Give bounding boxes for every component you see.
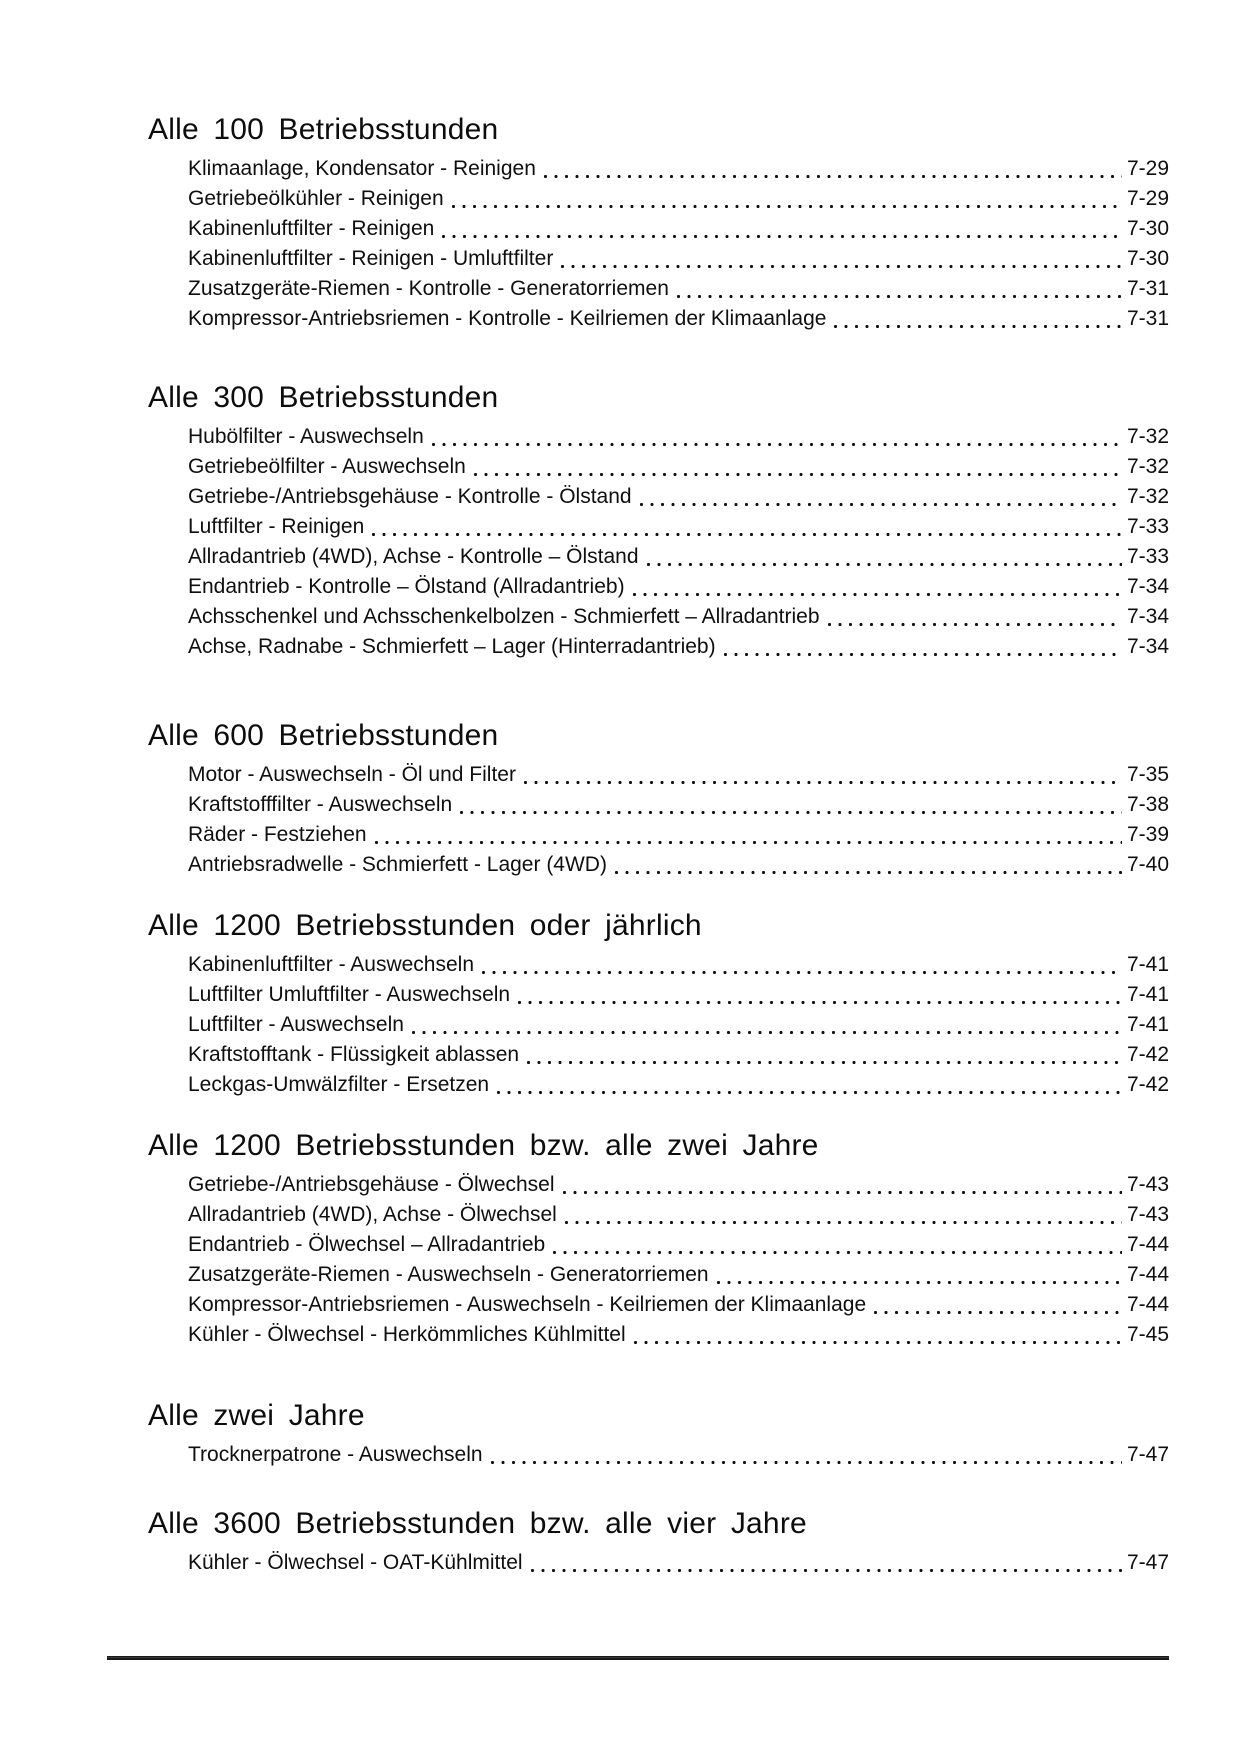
entry-page-number: 7-31 [1126,277,1169,300]
entry-page-number: 7-45 [1126,1323,1169,1346]
entry-label: Endantrieb - Kontrolle – Ölstand (Allradantrieb) [188,575,625,598]
entry-page-number: 7-30 [1126,247,1169,270]
entry-label: Antriebsradwelle - Schmierfett - Lager (4WD) [188,853,607,876]
dot-leader [645,542,1124,572]
entry-label: Motor - Auswechseln - Öl und Filter [188,763,516,786]
toc-entry-row [188,154,1169,184]
entry-page-number: 7-30 [1126,217,1169,240]
entry-page-number: 7-34 [1126,575,1169,598]
toc-entry-row [188,950,1169,980]
section-heading: Alle 3600 Betriebsstunden bzw. alle vier Jahre [148,1507,807,1540]
dot-leader [373,820,1124,850]
entry-label: Räder - Festziehen [188,823,367,846]
dot-leader [525,1040,1124,1070]
dot-leader [480,950,1124,980]
dot-leader [631,572,1124,602]
entry-label: Zusatzgeräte-Riemen - Kontrolle - Generatorriemen [188,277,669,300]
entry-page-number: 7-34 [1126,635,1169,658]
entry-label: Getriebeölkühler - Reinigen [188,187,444,210]
toc-entry-row [188,602,1169,632]
entry-page-number: 7-31 [1126,307,1169,330]
toc-entry-row [188,790,1169,820]
entry-page-number: 7-39 [1126,823,1169,846]
entry-page-number: 7-32 [1126,485,1169,508]
entry-label: Luftfilter - Reinigen [188,515,365,538]
entry-label: Kabinenluftfilter - Auswechseln [188,953,474,976]
dot-leader [872,1290,1124,1320]
dot-leader [529,1548,1124,1578]
entry-label: Kühler - Ölwechsel - OAT-Kühlmittel [188,1551,523,1574]
toc-entry-row [188,1010,1169,1040]
entry-page-number: 7-29 [1126,187,1169,210]
dot-leader [472,452,1124,482]
toc-entry-row [188,1200,1169,1230]
dot-leader [826,602,1124,632]
toc-entry-row [188,1290,1169,1320]
toc-page [148,112,1169,1578]
entry-label: Kompressor-Antriebsriemen - Auswechseln - Keilriemen der Klimaanlage [188,1293,867,1316]
toc-entry-row [188,452,1169,482]
entry-label: Kühler - Ölwechsel - Herkömmliches Kühlmittel [188,1323,626,1346]
toc-sections [148,112,1169,1578]
dot-leader [430,422,1124,452]
dot-leader [440,214,1124,244]
entry-label: Luftfilter - Auswechseln [188,1013,404,1036]
dot-leader [638,482,1124,512]
toc-entry-row [188,760,1169,790]
dot-leader [675,274,1124,304]
toc-entry-row [188,1040,1169,1070]
entry-page-number: 7-44 [1126,1293,1169,1316]
toc-entry-row [188,422,1169,452]
toc-entry-row [188,274,1169,304]
toc-entry-row [188,980,1169,1010]
entry-label: Kabinenluftfilter - Reinigen - Umluftfilter [188,247,554,270]
section-heading: Alle zwei Jahre [148,1399,365,1432]
toc-entry-row [188,632,1169,662]
toc-section [148,908,1169,1100]
dot-leader [559,244,1124,274]
toc-section [148,1506,1169,1578]
dot-leader [832,304,1124,334]
section-heading: Alle 600 Betriebsstunden [148,719,499,752]
dot-leader [489,1440,1124,1470]
entry-label: Getriebe-/Antriebsgehäuse - Ölwechsel [188,1173,555,1196]
section-heading: Alle 300 Betriebsstunden [148,381,499,414]
dot-leader [542,154,1124,184]
entry-label: Hubölfilter - Auswechseln [188,425,424,448]
entry-page-number: 7-42 [1126,1043,1169,1066]
dot-leader [561,1170,1124,1200]
section-heading: Alle 1200 Betriebsstunden oder jährlich [148,909,702,942]
toc-section [148,112,1169,334]
entry-label: Endantrieb - Ölwechsel – Allradantrieb [188,1233,546,1256]
toc-entry-row [188,1320,1169,1350]
entry-label: Leckgas-Umwälzfilter - Ersetzen [188,1073,490,1096]
dot-leader [722,632,1124,662]
dot-leader [516,980,1124,1010]
entry-label: Luftfilter Umluftfilter - Auswechseln [188,983,511,1006]
entry-page-number: 7-47 [1126,1443,1169,1466]
dot-leader [495,1070,1124,1100]
entry-label: Kompressor-Antriebsriemen - Kontrolle - Keilriemen der Klimaanlage [188,307,827,330]
toc-entry-row [188,1230,1169,1260]
entry-page-number: 7-41 [1126,1013,1169,1036]
entry-page-number: 7-33 [1126,515,1169,538]
entry-label: Achse, Radnabe - Schmierfett – Lager (Hinterradantrieb) [188,635,716,658]
toc-entry-row [188,512,1169,542]
entry-page-number: 7-44 [1126,1233,1169,1256]
entry-page-number: 7-47 [1126,1551,1169,1574]
toc-entry-row [188,304,1169,334]
dot-leader [632,1320,1124,1350]
entry-label: Zusatzgeräte-Riemen - Auswechseln - Generatorriemen [188,1263,709,1286]
dot-leader [613,850,1124,880]
toc-section [148,718,1169,880]
entry-label: Allradantrieb (4WD), Achse - Ölwechsel [188,1203,557,1226]
entry-page-number: 7-41 [1126,983,1169,1006]
entry-page-number: 7-42 [1126,1073,1169,1096]
entry-page-number: 7-34 [1126,605,1169,628]
entry-page-number: 7-29 [1126,157,1169,180]
entry-label: Kraftstofffilter - Auswechseln [188,793,453,816]
entry-page-number: 7-40 [1126,853,1169,876]
toc-section [148,1128,1169,1350]
footer-rule [107,1656,1169,1660]
toc-entry-row [188,572,1169,602]
entry-page-number: 7-41 [1126,953,1169,976]
entry-page-number: 7-32 [1126,425,1169,448]
dot-leader [458,790,1124,820]
entry-page-number: 7-33 [1126,545,1169,568]
toc-entry-row [188,1440,1169,1470]
section-entries [148,950,1169,1100]
entry-page-number: 7-32 [1126,455,1169,478]
section-entries [148,1548,1169,1578]
entry-page-number: 7-44 [1126,1263,1169,1286]
entry-label: Klimaanlage, Kondensator - Reinigen [188,157,536,180]
entry-label: Achsschenkel und Achsschenkelbolzen - Schmierfett – Allradantrieb [188,605,820,628]
toc-entry-row [188,820,1169,850]
entry-label: Getriebe-/Antriebsgehäuse - Kontrolle - Ölstand [188,485,632,508]
toc-section [148,380,1169,662]
section-entries [148,422,1169,662]
section-entries [148,154,1169,334]
dot-leader [551,1230,1124,1260]
entry-label: Allradantrieb (4WD), Achse - Kontrolle – Ölstand [188,545,639,568]
entry-page-number: 7-35 [1126,763,1169,786]
entry-label: Trocknerpatrone - Auswechseln [188,1443,483,1466]
entry-label: Kraftstofftank - Flüssigkeit ablassen [188,1043,520,1066]
toc-entry-row [188,184,1169,214]
section-entries [148,1170,1169,1350]
toc-section [148,1398,1169,1470]
toc-entry-row [188,1548,1169,1578]
toc-entry-row [188,542,1169,572]
section-entries [148,760,1169,880]
toc-entry-row [188,482,1169,512]
dot-leader [410,1010,1124,1040]
dot-leader [563,1200,1124,1230]
dot-leader [522,760,1124,790]
entry-page-number: 7-43 [1126,1173,1169,1196]
toc-entry-row [188,1170,1169,1200]
toc-entry-row [188,850,1169,880]
section-entries [148,1440,1169,1470]
entry-page-number: 7-38 [1126,793,1169,816]
toc-entry-row [188,244,1169,274]
toc-entry-row [188,214,1169,244]
dot-leader [715,1260,1124,1290]
entry-page-number: 7-43 [1126,1203,1169,1226]
section-heading: Alle 1200 Betriebsstunden bzw. alle zwei Jahre [148,1129,819,1162]
toc-entry-row [188,1070,1169,1100]
toc-entry-row [188,1260,1169,1290]
section-heading: Alle 100 Betriebsstunden [148,113,499,146]
entry-label: Kabinenluftfilter - Reinigen [188,217,435,240]
dot-leader [450,184,1124,214]
entry-label: Getriebeölfilter - Auswechseln [188,455,466,478]
dot-leader [370,512,1124,542]
